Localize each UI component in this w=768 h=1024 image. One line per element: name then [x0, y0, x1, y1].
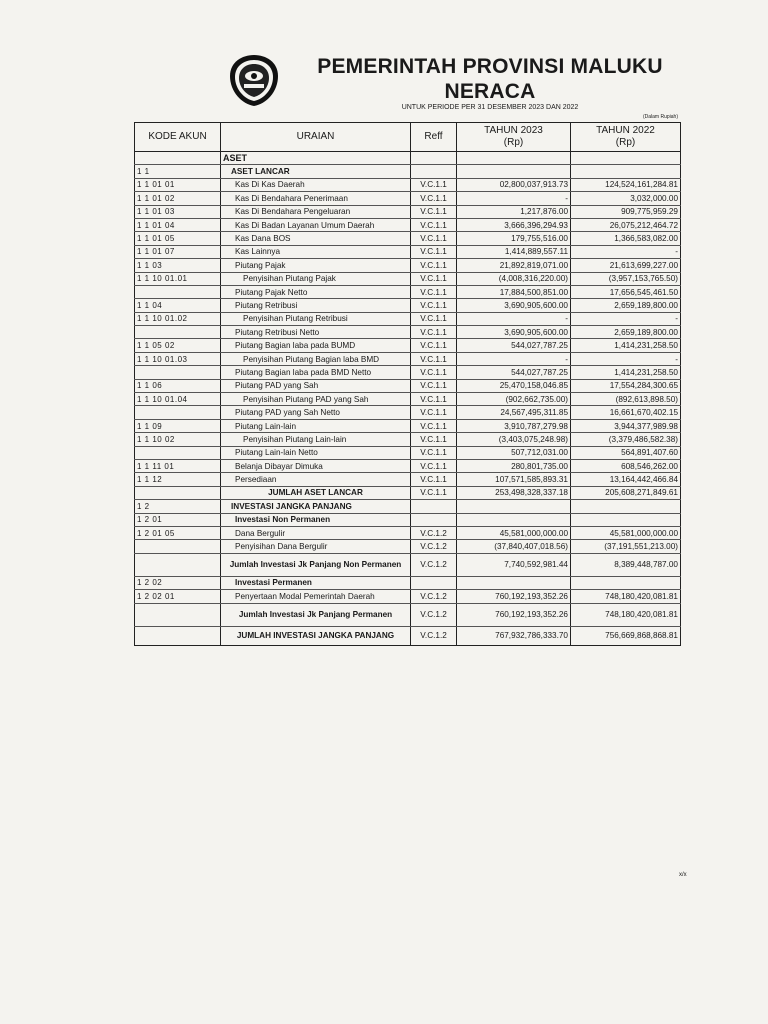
account-code-cell: 1 1 01 01: [135, 178, 221, 191]
account-code-cell: 1 1 03: [135, 259, 221, 272]
description-cell: Jumlah Investasi Jk Panjang Permanen: [221, 603, 411, 626]
value-2023-cell: -: [457, 312, 571, 325]
title-line-2: NERACA: [444, 80, 536, 103]
value-2022-cell: 124,524,161,284.81: [571, 178, 681, 191]
table-row: [135, 500, 681, 513]
reference-cell: V.C.1.1: [411, 245, 457, 258]
reference-cell: V.C.1.2: [411, 553, 457, 576]
value-2022-cell: 26,075,212,464.72: [571, 218, 681, 231]
account-code-cell: 1 1 01 07: [135, 245, 221, 258]
value-2022-cell: (37,191,551,213.00): [571, 540, 681, 553]
value-2023-cell: [457, 513, 571, 526]
col-header-2022-year: TAHUN 2022: [596, 125, 655, 136]
reference-cell: V.C.1.1: [411, 205, 457, 218]
table-row: [135, 218, 681, 231]
value-2022-cell: 13,164,442,466.84: [571, 473, 681, 486]
table-row: [135, 178, 681, 191]
value-2022-cell: 3,032,000.00: [571, 192, 681, 205]
table-row: [135, 232, 681, 245]
value-2022-cell: 608,546,262.00: [571, 459, 681, 472]
description-cell: Piutang Pajak Netto: [221, 285, 411, 298]
description-cell: Piutang PAD yang Sah Netto: [221, 406, 411, 419]
value-2022-cell: -: [571, 352, 681, 365]
title-line-1: PEMERINTAH PROVINSI MALUKU: [317, 55, 663, 78]
value-2023-cell: 544,027,787.25: [457, 366, 571, 379]
value-2023-cell: 544,027,787.25: [457, 339, 571, 352]
value-2022-cell: 909,775,959.29: [571, 205, 681, 218]
description-cell: Penyisihan Piutang Retribusi: [221, 312, 411, 325]
description-cell: ASET LANCAR: [221, 165, 411, 178]
account-code-cell: [135, 285, 221, 298]
value-2022-cell: 17,554,284,300.65: [571, 379, 681, 392]
value-2022-cell: 17,656,545,461.50: [571, 285, 681, 298]
account-code-cell: 1 2 02 01: [135, 590, 221, 603]
reference-cell: [411, 500, 457, 513]
document-title: [300, 54, 680, 104]
table-row: [135, 406, 681, 419]
period-subtitle: UNTUK PERIODE PER 31 DESEMBER 2023 DAN 2022: [401, 104, 579, 111]
table-row: [135, 299, 681, 312]
value-2022-cell: [571, 576, 681, 589]
reference-cell: V.C.1.1: [411, 379, 457, 392]
value-2023-cell: 02,800,037,913.73: [457, 178, 571, 191]
description-cell: Kas Lainnya: [221, 245, 411, 258]
reference-cell: V.C.1.1: [411, 446, 457, 459]
description-cell: Penyertaan Modal Pemerintah Daerah: [221, 590, 411, 603]
reference-cell: V.C.1.2: [411, 603, 457, 626]
account-code-cell: 1 1 09: [135, 419, 221, 432]
table-row: [135, 526, 681, 539]
description-cell: Piutang Pajak: [221, 259, 411, 272]
description-cell: Investasi Permanen: [221, 576, 411, 589]
reference-cell: V.C.1.1: [411, 419, 457, 432]
description-cell: Penyisihan Piutang Pajak: [221, 272, 411, 285]
reference-cell: V.C.1.1: [411, 218, 457, 231]
description-cell: Investasi Non Permanen: [221, 513, 411, 526]
table-row: [135, 165, 681, 178]
reference-cell: [411, 513, 457, 526]
value-2023-cell: [457, 152, 571, 165]
table-row: [135, 590, 681, 603]
table-row: [135, 540, 681, 553]
value-2022-cell: 16,661,670,402.15: [571, 406, 681, 419]
reference-cell: V.C.1.1: [411, 473, 457, 486]
value-2022-cell: 45,581,000,000.00: [571, 526, 681, 539]
account-code-cell: [135, 540, 221, 553]
account-code-cell: [135, 486, 221, 499]
reference-cell: V.C.1.2: [411, 540, 457, 553]
value-2022-cell: 1,414,231,258.50: [571, 339, 681, 352]
account-code-cell: 1 1: [135, 165, 221, 178]
value-2023-cell: [457, 165, 571, 178]
description-cell: Belanja Dibayar Dimuka: [221, 459, 411, 472]
value-2023-cell: -: [457, 352, 571, 365]
reference-cell: V.C.1.1: [411, 326, 457, 339]
value-2022-cell: 756,669,868,868.81: [571, 626, 681, 645]
description-cell: Piutang Bagian laba pada BUMD: [221, 339, 411, 352]
description-cell: Penyisihan Piutang Lain-lain: [221, 433, 411, 446]
account-code-cell: [135, 366, 221, 379]
reference-cell: V.C.1.1: [411, 393, 457, 406]
description-cell: Kas Di Badan Layanan Umum Daerah: [221, 218, 411, 231]
description-cell: Kas Di Bendahara Pengeluaran: [221, 205, 411, 218]
description-cell: Piutang Retribusi: [221, 299, 411, 312]
value-2023-cell: 3,690,905,600.00: [457, 299, 571, 312]
value-2023-cell: 179,755,516.00: [457, 232, 571, 245]
table-row: [135, 352, 681, 365]
table-row: [135, 205, 681, 218]
account-code-cell: 1 1 01 03: [135, 205, 221, 218]
account-code-cell: 1 1 11 01: [135, 459, 221, 472]
reference-cell: V.C.1.1: [411, 259, 457, 272]
account-code-cell: 1 2 01 05: [135, 526, 221, 539]
value-2022-cell: (892,613,898.50): [571, 393, 681, 406]
account-code-cell: 1 1 10 02: [135, 433, 221, 446]
table-row: [135, 486, 681, 499]
value-2022-cell: 748,180,420,081.81: [571, 603, 681, 626]
table-row: [135, 553, 681, 576]
table-row: [135, 312, 681, 325]
description-cell: Dana Bergulir: [221, 526, 411, 539]
value-2022-cell: 21,613,699,227.00: [571, 259, 681, 272]
description-cell: ASET: [221, 152, 411, 165]
account-code-cell: [135, 626, 221, 645]
table-row: [135, 245, 681, 258]
reference-cell: V.C.1.1: [411, 339, 457, 352]
description-cell: Piutang Lain-lain Netto: [221, 446, 411, 459]
value-2022-cell: 2,659,189,800.00: [571, 299, 681, 312]
balance-sheet-table: [134, 122, 681, 646]
value-2023-cell: 1,414,889,557.11: [457, 245, 571, 258]
value-2023-cell: [457, 576, 571, 589]
account-code-cell: 1 1 04: [135, 299, 221, 312]
col-header-uraian: URAIAN: [221, 123, 411, 152]
value-2023-cell: 3,666,396,294.93: [457, 218, 571, 231]
table-row: [135, 192, 681, 205]
table-row: [135, 259, 681, 272]
description-cell: Jumlah Investasi Jk Panjang Non Permanen: [221, 553, 411, 576]
reference-cell: V.C.1.1: [411, 178, 457, 191]
value-2023-cell: 3,910,787,279.98: [457, 419, 571, 432]
value-2022-cell: [571, 165, 681, 178]
value-2022-cell: [571, 513, 681, 526]
col-header-reff: Reff: [411, 123, 457, 152]
table-row: [135, 459, 681, 472]
col-header-kode: KODE AKUN: [135, 123, 221, 152]
table-row: [135, 272, 681, 285]
account-code-cell: 1 1 10 01.01: [135, 272, 221, 285]
reference-cell: V.C.1.2: [411, 626, 457, 645]
table-row: [135, 626, 681, 645]
table-row: [135, 366, 681, 379]
account-code-cell: 1 1 10 01.03: [135, 352, 221, 365]
value-2022-cell: (3,957,153,765.50): [571, 272, 681, 285]
description-cell: Penyisihan Piutang PAD yang Sah: [221, 393, 411, 406]
value-2022-cell: -: [571, 312, 681, 325]
account-code-cell: 1 1 05 02: [135, 339, 221, 352]
description-cell: Persediaan: [221, 473, 411, 486]
value-2022-cell: 1,366,583,082.00: [571, 232, 681, 245]
value-2022-cell: 748,180,420,081.81: [571, 590, 681, 603]
reference-cell: [411, 165, 457, 178]
account-code-cell: [135, 406, 221, 419]
currency-note: (Dalam Rupiah): [642, 114, 678, 120]
value-2023-cell: 25,470,158,046.85: [457, 379, 571, 392]
table-row: [135, 473, 681, 486]
reference-cell: V.C.1.1: [411, 192, 457, 205]
account-code-cell: [135, 152, 221, 165]
description-cell: Piutang Bagian laba pada BMD Netto: [221, 366, 411, 379]
table-row: [135, 603, 681, 626]
table-header-row: [135, 123, 681, 152]
col-header-2023-unit: (Rp): [503, 137, 524, 148]
account-code-cell: [135, 446, 221, 459]
table-row: [135, 379, 681, 392]
table-row: [135, 393, 681, 406]
table-row: [135, 433, 681, 446]
value-2022-cell: 2,659,189,800.00: [571, 326, 681, 339]
reference-cell: V.C.1.1: [411, 312, 457, 325]
value-2023-cell: 107,571,585,893.31: [457, 473, 571, 486]
value-2023-cell: 1,217,876.00: [457, 205, 571, 218]
table-row: [135, 513, 681, 526]
page-mark: x/x: [679, 872, 687, 878]
reference-cell: V.C.1.1: [411, 299, 457, 312]
value-2023-cell: [457, 500, 571, 513]
table-row: [135, 446, 681, 459]
value-2022-cell: 205,608,271,849.61: [571, 486, 681, 499]
value-2023-cell: 760,192,193,352.26: [457, 590, 571, 603]
value-2022-cell: [571, 152, 681, 165]
description-cell: Piutang Retribusi Netto: [221, 326, 411, 339]
value-2023-cell: 21,892,819,071.00: [457, 259, 571, 272]
description-cell: Piutang PAD yang Sah: [221, 379, 411, 392]
col-header-2023-year: TAHUN 2023: [484, 125, 543, 136]
reference-cell: V.C.1.2: [411, 590, 457, 603]
value-2023-cell: 24,567,495,311.85: [457, 406, 571, 419]
account-code-cell: [135, 326, 221, 339]
col-header-2022: [571, 123, 681, 152]
table-row: [135, 326, 681, 339]
reference-cell: V.C.1.1: [411, 366, 457, 379]
description-cell: JUMLAH ASET LANCAR: [221, 486, 411, 499]
account-code-cell: 1 2 01: [135, 513, 221, 526]
description-cell: Penyisihan Piutang Bagian laba BMD: [221, 352, 411, 365]
account-code-cell: 1 1 10 01.04: [135, 393, 221, 406]
value-2022-cell: -: [571, 245, 681, 258]
account-code-cell: 1 1 01 05: [135, 232, 221, 245]
reference-cell: [411, 152, 457, 165]
value-2023-cell: (37,840,407,018.56): [457, 540, 571, 553]
table-body: [135, 152, 681, 646]
value-2023-cell: 3,690,905,600.00: [457, 326, 571, 339]
table-row: [135, 339, 681, 352]
value-2023-cell: (4,008,316,220.00): [457, 272, 571, 285]
value-2023-cell: 507,712,031.00: [457, 446, 571, 459]
account-code-cell: 1 1 12: [135, 473, 221, 486]
account-code-cell: 1 1 01 02: [135, 192, 221, 205]
account-code-cell: 1 1 10 01.02: [135, 312, 221, 325]
reference-cell: V.C.1.1: [411, 232, 457, 245]
value-2023-cell: 280,801,735.00: [457, 459, 571, 472]
account-code-cell: 1 2: [135, 500, 221, 513]
reference-cell: V.C.1.1: [411, 406, 457, 419]
description-cell: Penyisihan Dana Bergulir: [221, 540, 411, 553]
value-2023-cell: 767,932,786,333.70: [457, 626, 571, 645]
value-2023-cell: 17,884,500,851.00: [457, 285, 571, 298]
account-code-cell: 1 1 01 04: [135, 218, 221, 231]
account-code-cell: [135, 553, 221, 576]
value-2022-cell: [571, 500, 681, 513]
description-cell: Kas Di Bendahara Penerimaan: [221, 192, 411, 205]
value-2022-cell: 8,389,448,787.00: [571, 553, 681, 576]
table-row: [135, 285, 681, 298]
value-2023-cell: 45,581,000,000.00: [457, 526, 571, 539]
reference-cell: [411, 576, 457, 589]
value-2023-cell: 760,192,193,352.26: [457, 603, 571, 626]
value-2023-cell: (902,662,735.00): [457, 393, 571, 406]
description-cell: Kas Dana BOS: [221, 232, 411, 245]
description-cell: Kas Di Kas Daerah: [221, 178, 411, 191]
reference-cell: V.C.1.1: [411, 285, 457, 298]
value-2023-cell: 7,740,592,981.44: [457, 553, 571, 576]
description-cell: INVESTASI JANGKA PANJANG: [221, 500, 411, 513]
reference-cell: V.C.1.2: [411, 526, 457, 539]
account-code-cell: 1 1 06: [135, 379, 221, 392]
value-2022-cell: 564,891,407.60: [571, 446, 681, 459]
value-2023-cell: -: [457, 192, 571, 205]
reference-cell: V.C.1.1: [411, 459, 457, 472]
description-cell: JUMLAH INVESTASI JANGKA PANJANG: [221, 626, 411, 645]
reference-cell: V.C.1.1: [411, 433, 457, 446]
province-emblem-logo: [226, 52, 282, 108]
reference-cell: V.C.1.1: [411, 272, 457, 285]
account-code-cell: [135, 603, 221, 626]
value-2022-cell: (3,379,486,582.38): [571, 433, 681, 446]
reference-cell: V.C.1.1: [411, 486, 457, 499]
value-2022-cell: 1,414,231,258.50: [571, 366, 681, 379]
col-header-2023: [457, 123, 571, 152]
table-row: [135, 419, 681, 432]
account-code-cell: 1 2 02: [135, 576, 221, 589]
description-cell: Piutang Lain-lain: [221, 419, 411, 432]
value-2023-cell: (3,403,075,248.98): [457, 433, 571, 446]
value-2022-cell: 3,944,377,989.98: [571, 419, 681, 432]
table-row: [135, 576, 681, 589]
table-row: [135, 152, 681, 165]
col-header-2022-unit: (Rp): [615, 137, 636, 148]
reference-cell: V.C.1.1: [411, 352, 457, 365]
value-2023-cell: 253,498,328,337.18: [457, 486, 571, 499]
